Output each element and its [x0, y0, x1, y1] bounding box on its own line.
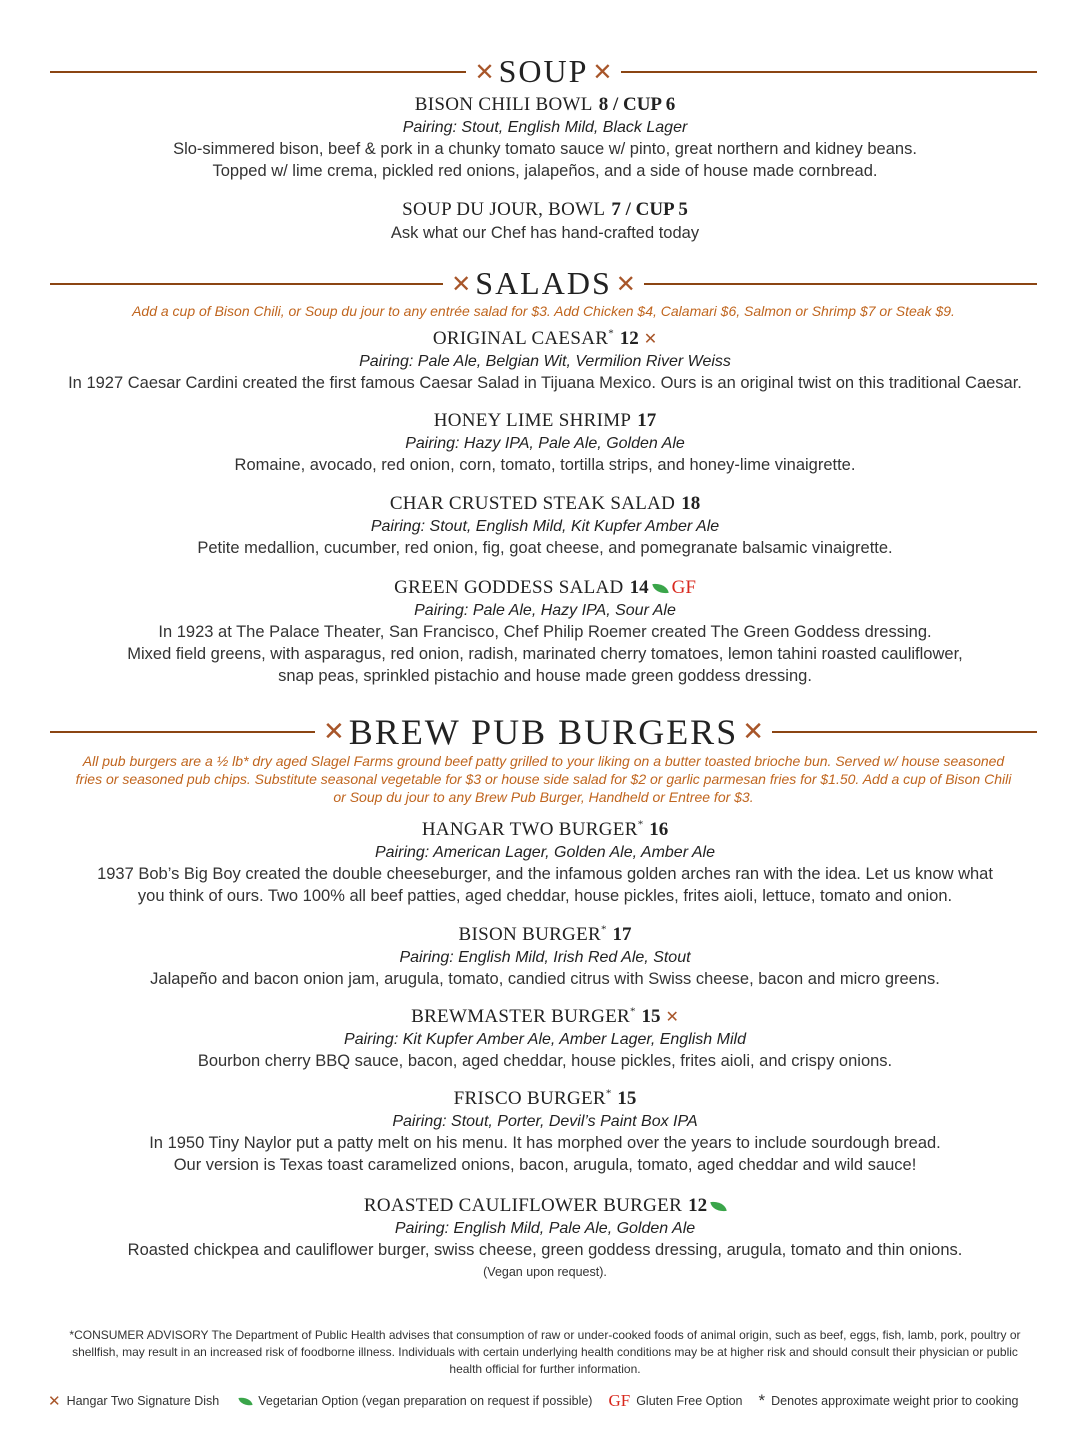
legend-gluten-free [608, 1391, 742, 1411]
menu-item-soup-du-jour [40, 198, 1050, 244]
leaf-icon [239, 1396, 253, 1407]
item-description: Petite medallion, cucumber, red onion, fig, goat cheese, and pomegranate balsamic vinaigrette. [197, 539, 893, 557]
menu-item-original-caesar [40, 327, 1050, 394]
item-pairing: Pairing: Stout, English Mild, Black Lager [402, 119, 688, 136]
gluten-free-badge: GF [671, 577, 696, 598]
item-pairing: Pairing: Hazy IPA, Pale Ale, Golden Ale [405, 435, 685, 452]
item-pairing: Pairing: English Mild, Pale Ale, Golden Ale [394, 1220, 696, 1237]
legend [48, 1391, 1035, 1411]
weight-asterisk: * [600, 923, 607, 936]
section-title-soup: SOUP [498, 53, 589, 89]
item-name: FRISCO BURGER [453, 1088, 606, 1109]
item-price: 15 [617, 1088, 637, 1109]
item-description: Our version is Texas toast caramelized onions, bacon, arugula, tomato, aged cheddar and wild sauce! [173, 1156, 917, 1174]
item-name: BISON BURGER [458, 924, 601, 945]
item-pairing: Pairing: Pale Ale, Hazy IPA, Sour Ale [414, 602, 676, 619]
item-pairing: Pairing: Stout, English Mild, Kit Kupfer Amber Ale [370, 518, 720, 535]
consumer-advisory [4, 1327, 1086, 1378]
signature-x-icon: ✕ [742, 717, 765, 747]
item-name: ORIGINAL CAESAR [432, 328, 609, 349]
item-name: HANGAR TWO BURGER [421, 819, 638, 840]
weight-asterisk: * [608, 327, 614, 340]
signature-x-icon: ✕ [592, 57, 613, 86]
salads-header [50, 265, 1037, 302]
item-name: HONEY LIME SHRIMP [433, 410, 632, 431]
item-description: In 1927 Caesar Cardini created the first famous Caesar Salad in Tijuana Mexico. Ours is an original twist on this traditional Caesar. [68, 374, 1022, 392]
weight-asterisk: * [605, 1087, 612, 1100]
item-name: SOUP DU JOUR, BOWL [402, 199, 606, 220]
leaf-icon [652, 582, 668, 595]
weight-asterisk: * [629, 1005, 636, 1018]
signature-x-icon: ✕ [451, 269, 472, 298]
section-title-salads: SALADS [475, 265, 612, 301]
item-description: Jalapeño and bacon onion jam, arugula, tomato, candied citrus with Swiss cheese, bacon and micro greens. [150, 970, 940, 988]
gluten-free-badge: GF [608, 1391, 631, 1410]
item-description: snap peas, sprinkled pistachio and house made green goddess dressing. [278, 667, 812, 685]
item-price: 17 [637, 410, 657, 431]
item-price: 16 [649, 819, 669, 840]
item-pairing: Pairing: American Lager, Golden Ale, Amber Ale [374, 844, 716, 861]
menu-item-honey-lime-shrimp [40, 409, 1050, 476]
divider-rule [50, 71, 466, 73]
item-description: In 1950 Tiny Naylor put a patty melt on his menu. It has morphed over the years to include sourdough bread. [149, 1134, 941, 1152]
legend-vegetarian [235, 1394, 592, 1408]
signature-x-icon: ✕ [474, 57, 495, 86]
signature-x-icon: ✕ [643, 329, 658, 348]
item-note: (Vegan upon request). [483, 1265, 607, 1279]
divider-rule [50, 283, 443, 285]
divider-rule [772, 731, 1037, 733]
item-description: Mixed field greens, with asparagus, red onion, radish, marinated cherry tomatoes, lemon tahini roasted cauliflower, [127, 645, 963, 663]
burgers-header [50, 711, 1037, 753]
note-line: or Soup du jour to any Brew Pub Burger, Handheld or Entree for $3. [333, 789, 754, 805]
weight-asterisk: * [637, 818, 644, 831]
divider-rule [644, 283, 1037, 285]
item-price: 18 [681, 493, 701, 514]
legend-label: Gluten Free Option [636, 1394, 743, 1408]
item-description: Topped w/ lime crema, pickled red onions, jalapeños, and a side of house made cornbread. [212, 162, 878, 180]
menu-item-green-goddess-salad [40, 576, 1050, 687]
section-title-burgers: BREW PUB BURGERS [348, 712, 739, 752]
signature-x-icon: ✕ [323, 717, 345, 747]
legend-label: Denotes approximate weight prior to cooking [771, 1394, 1019, 1408]
advisory-line: *CONSUMER ADVISORY The Department of Public Health advises that consumption of raw or under-cooked foods of animal origin, such as beef, eggs, fish, lamb, pork, poultry or [69, 1328, 1021, 1342]
item-name: BISON CHILI BOWL [414, 94, 593, 115]
item-description: Bourbon cherry BBQ sauce, bacon, aged cheddar, house pickles, frites aioli, and crispy onions. [197, 1052, 893, 1070]
item-price: 14 [629, 577, 649, 598]
menu-item-bison-burger [40, 923, 1050, 990]
legend-weight [759, 1391, 1019, 1411]
signature-x-icon: ✕ [665, 1007, 679, 1026]
legend-label: Vegetarian Option (vegan preparation on request if possible) [258, 1394, 593, 1408]
asterisk-icon: * [758, 1391, 766, 1410]
signature-x-icon: ✕ [48, 1392, 61, 1410]
item-price: 17 [612, 924, 632, 945]
note-line: fries or seasoned pub chips. Substitute seasonal vegetable for $3 or house side salad for $2 or garlic parmesan fries for $1.50. Add a cup of Bison Chili [75, 771, 1012, 787]
item-description: Ask what our Chef has hand-crafted today [390, 224, 700, 242]
item-name: BREWMASTER BURGER [411, 1006, 630, 1027]
item-description: Roasted chickpea and cauliflower burger, swiss cheese, green goddess dressing, arugula, tomato and thin onions. [127, 1241, 963, 1259]
item-name: ROASTED CAULIFLOWER BURGER [363, 1195, 683, 1216]
salads-note: Add a cup of Bison Chili, or Soup du jour to any entrée salad for $3. Add Chicken $4, Calamari $6, Salmon or Shrimp $7 or Steak $9. [132, 303, 955, 319]
burgers-note [50, 752, 1037, 806]
item-pairing: Pairing: Kit Kupfer Amber Ale, Amber Lager, English Mild [344, 1031, 746, 1048]
item-pairing: Pairing: Stout, Porter, Devil’s Paint Box IPA [392, 1113, 698, 1130]
item-description: In 1923 at The Palace Theater, San Francisco, Chef Philip Roemer created The Green Goddess dressing. [158, 623, 932, 641]
menu-item-roasted-cauliflower-burger [40, 1194, 1050, 1281]
item-price: 7 / CUP 5 [611, 199, 688, 220]
item-price: 15 [641, 1006, 661, 1027]
advisory-line: shellfish, may result in an increased risk of foodborne illness. Individuals with certain underlying health conditions may be at higher risk and should consult their physician or public [72, 1345, 1018, 1359]
divider-rule [621, 71, 1037, 73]
legend-signature [48, 1392, 219, 1410]
legend-label: Hangar Two Signature Dish [66, 1394, 220, 1408]
menu-item-frisco-burger [40, 1087, 1050, 1176]
item-description: you think of ours. Two 100% all beef patties, aged cheddar, house pickles, frites aioli, lettuce, tomato and onion. [137, 887, 953, 905]
item-description: Romaine, avocado, red onion, corn, tomato, tortilla strips, and honey-lime vinaigrette. [234, 456, 856, 474]
item-pairing: Pairing: Pale Ale, Belgian Wit, Vermilion River Weiss [359, 353, 731, 370]
item-price: 12 [619, 328, 639, 349]
signature-x-icon: ✕ [615, 269, 636, 298]
item-name: CHAR CRUSTED STEAK SALAD [389, 493, 676, 514]
menu-item-brewmaster-burger [40, 1005, 1050, 1072]
item-price: 12 [688, 1195, 708, 1216]
menu-item-char-crusted-steak-salad [40, 492, 1050, 559]
item-name: GREEN GODDESS SALAD [394, 577, 624, 598]
soup-header [50, 53, 1037, 90]
divider-rule [50, 731, 315, 733]
advisory-line: health official for further information. [449, 1362, 641, 1376]
leaf-icon [710, 1200, 726, 1213]
item-price: 8 / CUP 6 [598, 94, 676, 115]
item-pairing: Pairing: English Mild, Irish Red Ale, Stout [399, 949, 691, 966]
item-description: 1937 Bob’s Big Boy created the double cheeseburger, and the infamous golden arches ran with the idea. Let us know what [97, 865, 993, 883]
menu-item-bison-chili [40, 93, 1050, 182]
note-line: All pub burgers are a ½ lb* dry aged Slagel Farms ground beef patty grilled to your liking on a butter toasted brioche bun. Served w/ house seasoned [82, 753, 1005, 769]
menu-item-hangar-two-burger [40, 818, 1050, 907]
item-description: Slo-simmered bison, beef & pork in a chunky tomato sauce w/ pinto, great northern and kidney beans. [173, 140, 917, 158]
